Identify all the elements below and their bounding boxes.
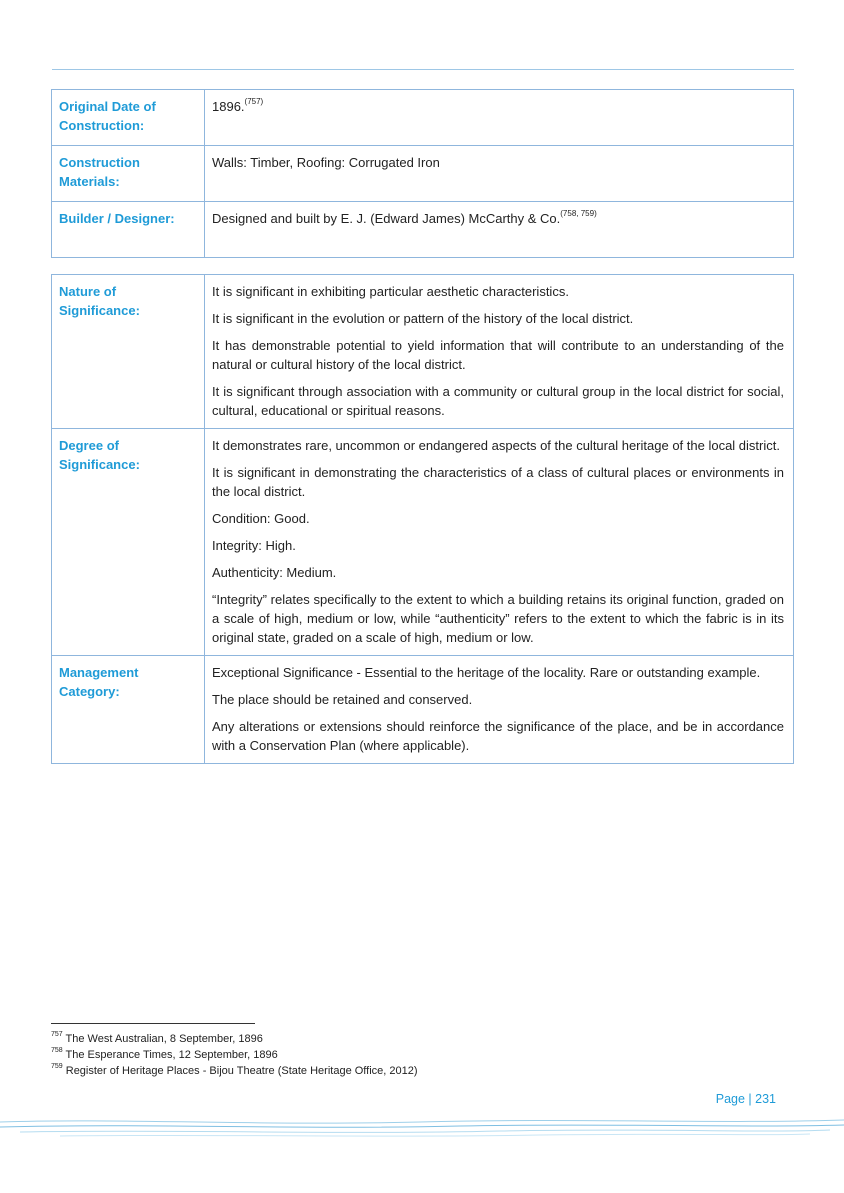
authenticity-text: Authenticity: Medium. bbox=[212, 565, 337, 580]
degree-of-significance-value bbox=[205, 429, 794, 656]
table-row bbox=[52, 146, 794, 202]
table-row bbox=[52, 656, 794, 764]
table-row bbox=[52, 429, 794, 656]
paragraph: It is significant in demonstrating the characteristics of a class of cultural places or environments in the local district. bbox=[212, 465, 784, 499]
integrity-text: Integrity: High. bbox=[212, 538, 296, 553]
header-rule bbox=[52, 69, 794, 70]
paragraph: The place should be retained and conserved. bbox=[212, 692, 473, 707]
nature-of-significance-label: Nature of Significance: bbox=[52, 275, 205, 429]
paragraph: “Integrity” relates specifically to the extent to which a building retains its original function, graded on a scale of high, medium or low, while “authenticity” refers to the extent to which the fabric is in its original state, graded on a scale of high, medium or low. bbox=[212, 592, 784, 645]
footnote-ref[interactable]: (758, 759) bbox=[560, 208, 597, 218]
paragraph: Any alterations or extensions should reinforce the significance of the place, and be in accordance with a Conservation Plan (where applicable). bbox=[212, 719, 784, 753]
construction-details-table bbox=[51, 89, 794, 258]
footnote-ref[interactable]: (757) bbox=[244, 96, 264, 106]
paragraph: It demonstrates rare, uncommon or endangered aspects of the cultural heritage of the local district. bbox=[212, 438, 780, 453]
paragraph: It is significant in the evolution or pattern of the history of the local district. bbox=[212, 311, 634, 326]
paragraph: Exceptional Significance - Essential to the heritage of the locality. Rare or outstanding example. bbox=[212, 665, 761, 680]
table-row bbox=[52, 275, 794, 429]
paragraph: It is significant through association with a community or cultural group in the local district for social, cultural, educational or spiritual reasons. bbox=[212, 384, 784, 418]
paragraph: It has demonstrable potential to yield information that will contribute to an understanding of the natural or cultural history of the local district. bbox=[212, 338, 784, 372]
condition-text: Condition: Good. bbox=[212, 511, 310, 526]
footnote-rule bbox=[51, 1023, 255, 1024]
builder-designer-value: Designed and built by E. J. (Edward James) McCarthy & Co.$^{(758, 759)}$ bbox=[205, 202, 794, 258]
original-date-label: Original Date of Construction: bbox=[52, 90, 205, 146]
builder-designer-label: Builder / Designer: bbox=[52, 202, 205, 258]
significance-table bbox=[51, 274, 794, 764]
table-row bbox=[52, 202, 794, 258]
degree-of-significance-label: Degree of Significance: bbox=[52, 429, 205, 656]
nature-of-significance-value bbox=[205, 275, 794, 429]
management-category-label: Management Category: bbox=[52, 656, 205, 764]
construction-materials-value: Walls: Timber, Roofing: Corrugated Iron bbox=[205, 146, 794, 202]
management-category-value bbox=[205, 656, 794, 764]
table-row bbox=[52, 90, 794, 146]
footnote: $^{758}$ The Esperance Times, 12 September, 1896 bbox=[51, 1047, 278, 1061]
footnotes bbox=[51, 1031, 651, 1079]
footnote: $^{759}$ Register of Heritage Places - Bijou Theatre (State Heritage Office, 2012) bbox=[51, 1063, 418, 1077]
footnote: $^{757}$ The West Australian, 8 September, 1896 bbox=[51, 1031, 263, 1045]
footer-wave-decoration bbox=[0, 1108, 844, 1148]
page-number: Page | 231 bbox=[715, 1092, 776, 1106]
paragraph: It is significant in exhibiting particular aesthetic characteristics. bbox=[212, 284, 569, 299]
construction-materials-label: Construction Materials: bbox=[52, 146, 205, 202]
original-date-value: 1896.$^{(757)}$ bbox=[205, 90, 794, 146]
